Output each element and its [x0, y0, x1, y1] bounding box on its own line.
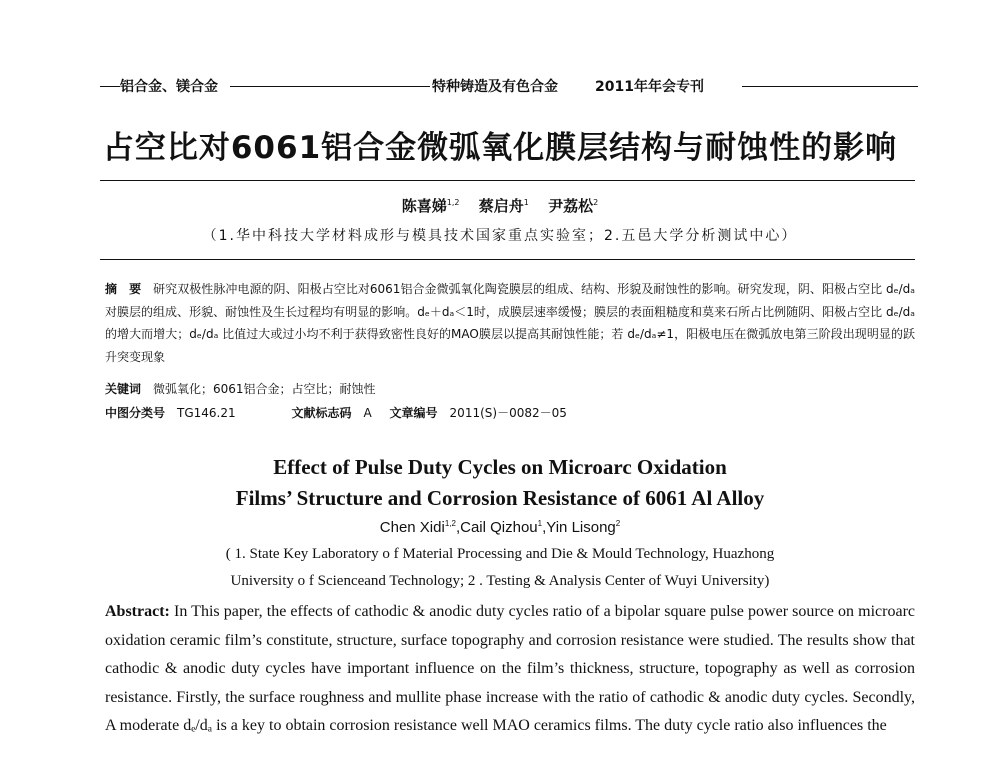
header-rule-right: [742, 86, 918, 87]
affiliation-en-line2: University o f Scienceand Technology; 2 . Testing & Analysis Center of Wuyi University): [230, 573, 770, 589]
abstract-zh-label: 摘 要: [105, 282, 142, 296]
author-en-3: Yin Lisong$^2$: [546, 519, 621, 536]
keywords-zh: [105, 380, 376, 397]
clc-label: 中图分类号: [105, 406, 166, 420]
header-section: 铝合金、镁合金: [120, 76, 218, 98]
title-rule-bottom: [100, 259, 915, 260]
author-en-1: Chen Xidi$^{1,2}$: [379, 519, 456, 536]
affiliation-zh: （1.华中科技大学材料成形与模具技术国家重点实验室；2.五邑大学分析测试中心）: [202, 228, 798, 244]
keywords-zh-label: 关键词: [105, 382, 142, 396]
paper-title-zh: 占空比对6061铝合金微弧氧化膜层结构与耐蚀性的影响: [102, 130, 898, 166]
title-rule-top: [100, 180, 915, 181]
header-issue: 2011年年会专刊: [595, 76, 704, 98]
doc-code-value: A: [363, 406, 372, 420]
author-zh-1: 陈喜娣$^{1,2}$: [401, 197, 460, 215]
paper-title-en-line1: Effect of Pulse Duty Cycles on Microarc Oxidation: [273, 455, 727, 479]
abstract-zh-text: 研究双极性脉冲电源的阴、阳极占空比对6061铝合金微弧氧化陶瓷膜层的组成、结构、形貌及耐蚀性的影响。研究发现，阴、阳极占空比 dₑ/dₐ 对膜层的组成、形貌、耐蚀性及生长过程均有明显的影响。dₑ＋dₐ＜1时，成膜层速率缓慢；膜层的表面粗糙度和莫来石所占比例随阴、阳极占空比 dₑ/dₐ 的增大而增大；dₑ/dₐ 比值过大或过小均不利于获得致密性良好的MAO膜层以提高其耐蚀性能；若 dₑ/dₐ≠1，阳极电压在微弧放电第三阶段出现明显的跃升突变现象: [105, 282, 915, 364]
doc-code-label: 文献标志码: [291, 406, 352, 420]
keywords-zh-text: 微弧氧化；6061铝合金；占空比；耐蚀性: [153, 382, 376, 396]
author-zh-2: 蔡启舟$^1$: [478, 197, 529, 215]
paper-title-en-line2: Films’ Structure and Corrosion Resistance of 6061 Al Alloy: [235, 486, 765, 510]
authors-en: Chen Xidi$^{1,2}$,Cail Qizhou$^1$,Yin Lisong$^2$: [379, 519, 621, 536]
author-en-2: Cail Qizhou$^1$: [460, 519, 543, 536]
running-header: [0, 76, 1000, 98]
authors-zh: [0, 195, 1000, 216]
article-no-value: 2011(S)－0082－05: [449, 406, 567, 420]
header-rule-middle: [230, 86, 430, 87]
affiliation-en-line1: ( 1. State Key Laboratory o f Material Processing and Die & Mould Technology, Huazhong: [225, 546, 775, 562]
header-journal: 特种铸造及有色合金: [432, 76, 558, 98]
abstract-en-label: Abstract:: [105, 603, 170, 620]
clc-value: TG146.21: [177, 406, 236, 420]
abstract-en: [105, 598, 915, 741]
abstract-zh: [105, 278, 915, 368]
classification-line: [105, 404, 567, 421]
author-zh-3: 尹荔松$^2$: [548, 197, 599, 215]
abstract-en-text: In This paper, the effects of cathodic & anodic duty cycles ratio of a bipolar square pulse power source on microarc oxidation ceramic film’s constitute, structure, surface topography and corrosion resistance were studied. The results show that cathodic & anodic duty cycles have important influence on the film’s thickness, structure, topography as well as corrosion resistance. Firstly, the surface roughness and mullite phase increase with the ratio of cathodic & anodic duty cycles. Secondly, A moderate dₑ/dₐ is a key to obtain corrosion resistance well MAO ceramics films. The duty cycle ratio also influences the: [105, 603, 915, 734]
article-no-label: 文章编号: [389, 406, 438, 420]
